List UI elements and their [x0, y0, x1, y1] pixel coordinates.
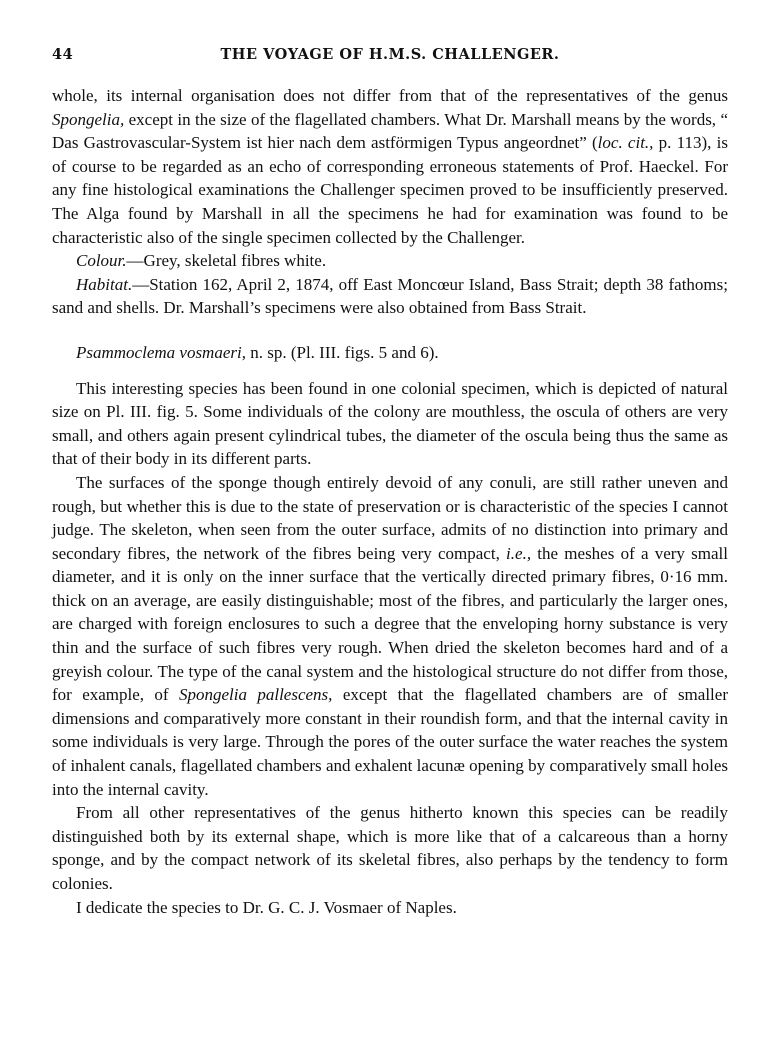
colour-text: —Grey, skeletal fibres white. [126, 251, 327, 271]
body-text [52, 84, 728, 919]
page-number: 44 [52, 46, 74, 63]
paragraph-description: This interesting species has been found in one colonial specimen, which is depicted of natural size on Pl. III. fig. 5. Some individuals of the colony are mouthless, the oscula of others are very small, and others again present cylindrical tubes, the diameter of the oscula being thus the same as that of their body in its different parts. [52, 378, 728, 469]
text-run: p. 113), is of course to be regarded as an echo of corresponding erroneous statements of Prof. Haeckel. For any fine histological examinations the Challenger specimen proved to be insufficiently preserved. The Alga found by Marshall in all the specimens he had for examination was found to be characteristic also of the single specimen collected by the Challenger. [52, 133, 728, 247]
citation-abbrev: loc. cit., [597, 133, 654, 153]
habitat-label: Habitat. [76, 274, 133, 294]
species-name: Psammoclema vosmaeri, [76, 342, 246, 362]
genus-name: Spongelia, [52, 109, 125, 129]
page [52, 40, 728, 919]
text-run: The surfaces of the sponge though entirely devoid of any conuli, are still rather uneven and rough, but whether this is due to the state of preservation or is characteristic of the species I cannot judge. The skeleton, when seen from the outer surface, admits of no distinction into primary and secondary fibres, the network of the fibres being very compact, [52, 472, 728, 563]
text-run: whole, its internal organisation does not differ from that of the representatives of the genus [52, 86, 728, 105]
species-heading [52, 341, 728, 365]
text-run: the meshes of a very small diameter, and it is only on the inner surface that the vertically directed primary fibres, 0·16 mm. thick on an average, are easily distinguishable; most of the fibres, and particularly the larger ones, are charged with foreign enclosures to such a degree that the enveloping horny substance is very thin and the surface of such fibres very rough. When dried the skeleton becomes hard and of a greyish colour. The type of the canal system and the histological structure do not differ from those, for example, of [52, 543, 728, 705]
species-reference-name: Spongelia pallescens, [178, 685, 333, 705]
colour-label: Colour. [76, 251, 127, 271]
abbrev: i.e., [506, 543, 532, 563]
habitat-paragraph [52, 273, 728, 320]
paragraph-distinction: From all other representatives of the genus hitherto known this species can be readily distinguished both by its external shape, which is more like that of a calcareous than a horny sponge, and by the compact network of its skeletal fibres, also perhaps by the tendency to form colonies. [52, 803, 728, 893]
colour-paragraph [52, 249, 728, 273]
paragraph-dedication: I dedicate the species to Dr. G. C. J. Vosmaer of Naples. [76, 897, 457, 917]
paragraph-skeleton [52, 471, 728, 801]
habitat-text: —Station 162, April 2, 1874, off East Moncœur Island, Bass Strait; depth 38 fathoms; sand and shells. Dr. Marshall’s specimens were also obtained from Bass Strait. [52, 274, 728, 318]
species-reference: n. sp. (Pl. III. figs. 5 and 6). [245, 342, 439, 362]
page-header [52, 40, 728, 68]
paragraph-continuation [52, 84, 728, 249]
text-run: except in the size of the flagellated chambers. What Dr. Marshall means by the words, “ Das Gastrovascular-System ist hier nach dem astförmigen Typus angeordnet” ( [52, 109, 728, 153]
text-run: except that the flagellated chambers are of smaller dimensions and comparatively more constant in their roundish form, and that the internal cavity in some individuals is very large. Through the pores of the outer surface the water reaches the system of inhalent canals, flagellated chambers and exhalent lacunæ opening by comparatively small holes into the internal cavity. [52, 685, 728, 799]
running-title: THE VOYAGE OF H.M.S. CHALLENGER. [220, 46, 560, 63]
